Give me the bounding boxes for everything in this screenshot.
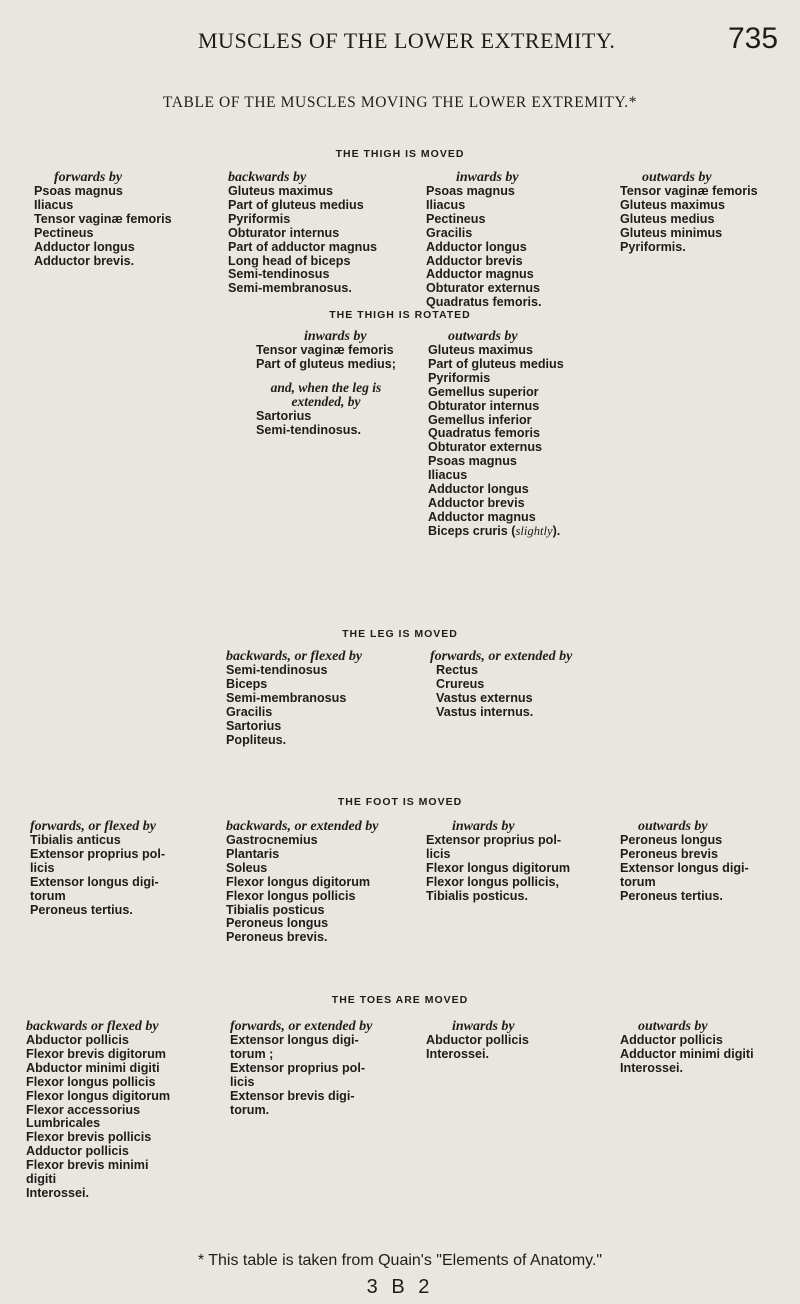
list-rotate-inwards-2 xyxy=(256,410,396,438)
muscle-entry: Peroneus tertius. xyxy=(30,902,133,917)
muscle-entry: Rectus xyxy=(436,663,478,677)
muscle-entry: Flexor longus digitorum xyxy=(426,860,571,875)
muscle-entry: Iliacus xyxy=(34,197,74,212)
muscle-entry: Quadratus femoris xyxy=(428,426,540,441)
muscle-entry: Soleus xyxy=(226,860,268,875)
muscle-entry: Adductor brevis xyxy=(428,495,525,510)
muscle-entry: Adductor longus xyxy=(428,482,529,497)
muscle-entry: Obturator internus xyxy=(228,225,340,240)
muscle-entry: Flexor brevis digitorum xyxy=(26,1046,166,1061)
muscle-entry: Pyriformis. xyxy=(620,239,686,254)
column-thigh-inwards xyxy=(426,171,541,310)
column-heading: forwards, or extended by xyxy=(230,1019,373,1034)
muscle-entry: licis xyxy=(426,846,451,861)
column-heading: outwards by xyxy=(638,1019,708,1034)
muscle-entry: licis xyxy=(230,1074,255,1089)
muscle-entry: Semi-tendinosus. xyxy=(256,422,361,437)
printer-signature: 3 B 2 xyxy=(366,1276,434,1298)
column-foot-backwards xyxy=(226,820,378,945)
muscle-entry: Flexor brevis pollicis xyxy=(26,1130,152,1145)
footnote: * This table is taken from Quain's "Elements of Anatomy." xyxy=(197,1252,603,1269)
section-heading-thigh-moved: THE THIGH IS MOVED xyxy=(335,148,465,160)
muscle-entry: Part of gluteus medius xyxy=(428,356,564,371)
muscle-entry: Tensor vaginæ femoris xyxy=(34,211,172,226)
muscle-entry: torum. xyxy=(230,1102,270,1117)
muscle-entry: Tibialis posticus xyxy=(226,902,325,917)
column-heading: backwards, or flexed by xyxy=(226,649,363,664)
muscle-entry: Tibialis anticus xyxy=(30,833,121,847)
muscle-entry: Psoas magnus xyxy=(428,454,517,469)
muscle-entry: torum ; xyxy=(230,1046,274,1061)
section-heading-toes-moved: THE TOES ARE MOVED xyxy=(331,994,469,1006)
muscle-entry: Gluteus medius xyxy=(620,211,715,226)
column-heading: inwards by xyxy=(452,1019,515,1034)
muscle-entry: Obturator internus xyxy=(428,398,540,413)
muscle-entry: Obturator externus xyxy=(426,281,541,296)
column-heading: backwards by xyxy=(228,170,307,185)
column-foot-forwards xyxy=(30,820,165,917)
muscle-entry: Abductor minimi digiti xyxy=(26,1060,160,1075)
muscle-entry: Peroneus tertius. xyxy=(620,888,723,903)
muscle-entry: Gluteus minimus xyxy=(620,225,723,240)
muscle-entry: Iliacus xyxy=(428,468,468,483)
muscle-entry: Abductor pollicis xyxy=(26,1033,129,1047)
column-heading: forwards, or flexed by xyxy=(30,819,156,834)
muscle-entry: Flexor longus digitorum xyxy=(26,1088,171,1103)
column-heading: inwards by xyxy=(304,329,367,344)
muscle-entry: Flexor longus pollicis, xyxy=(426,874,559,889)
list-rotate-inwards-1 xyxy=(256,344,396,372)
muscle-entry: Adductor longus xyxy=(34,239,135,254)
muscle-entry: Peroneus longus xyxy=(226,916,329,931)
muscle-entry: Peroneus brevis. xyxy=(226,930,328,945)
muscle-entry: Part of gluteus medius; xyxy=(256,356,396,371)
muscle-entry: Part of gluteus medius xyxy=(228,197,364,212)
muscle-entry: Tibialis posticus. xyxy=(426,888,528,903)
muscle-entry: Gracilis xyxy=(426,225,473,240)
muscle-entry: Gluteus maximus xyxy=(620,197,725,212)
muscle-entry: Peroneus brevis xyxy=(620,846,718,861)
muscle-entry: Part of adductor magnus xyxy=(228,239,378,254)
muscle-entry: Semi-membranosus. xyxy=(228,281,352,296)
page-number: 735 xyxy=(728,22,779,55)
muscle-entry: Long head of biceps xyxy=(228,253,351,268)
muscle-entry: Gluteus maximus xyxy=(228,184,333,198)
column-heading: forwards, or extended by xyxy=(430,649,573,664)
muscle-entry: Pyriformis xyxy=(428,370,491,385)
muscle-entry: Pectineus xyxy=(34,225,94,240)
column-leg-forwards xyxy=(430,649,573,720)
column-subheading-line-1: and, when the leg is xyxy=(270,379,382,395)
muscle-entry: Extensor proprius pol- xyxy=(230,1060,366,1075)
column-rotate-inwards xyxy=(256,330,396,438)
muscle-entry: Flexor longus pollicis xyxy=(226,888,356,903)
section-heading-foot-moved: THE FOOT IS MOVED xyxy=(337,796,463,808)
muscle-entry: Flexor accessorius xyxy=(26,1102,141,1117)
muscle-entry: Gastrocnemius xyxy=(226,833,318,847)
muscle-entry: Gemellus inferior xyxy=(428,412,532,427)
column-rotate-outwards xyxy=(428,330,564,539)
muscle-entry: Extensor longus digi- xyxy=(620,860,749,875)
muscle-entry: Adductor magnus xyxy=(426,267,534,282)
muscle-entry: Flexor longus digitorum xyxy=(226,874,371,889)
muscle-entry: Adductor magnus xyxy=(428,509,536,524)
muscle-entry: Semi-tendinosus xyxy=(226,663,328,677)
muscle-entry: Semi-membranosus xyxy=(226,690,347,705)
column-thigh-forwards xyxy=(34,171,172,268)
muscle-entry: Adductor brevis. xyxy=(34,253,135,268)
running-head xyxy=(0,22,800,68)
muscle-entry: Gemellus superior xyxy=(428,384,539,399)
muscle-entry: Extensor brevis digi- xyxy=(230,1088,355,1103)
muscle-entry: Adductor pollicis xyxy=(26,1144,129,1159)
muscle-entry: Pyriformis xyxy=(228,211,291,226)
muscle-entry: Flexor longus pollicis xyxy=(26,1074,156,1089)
column-foot-inwards xyxy=(426,820,570,904)
muscle-entry: Extensor proprius pol- xyxy=(426,833,562,847)
muscle-entry: Adductor pollicis xyxy=(620,1033,723,1047)
column-toes-inwards xyxy=(426,1020,529,1062)
muscle-entry: Adductor longus xyxy=(426,239,527,254)
muscle-entry: Extensor longus digi- xyxy=(30,874,159,889)
muscle-entry: licis xyxy=(30,860,55,875)
muscle-entry: Gracilis xyxy=(226,704,273,719)
muscle-entry: Tensor vaginæ femoris xyxy=(620,184,758,198)
muscle-entry: Psoas magnus xyxy=(426,184,515,198)
muscle-entry: Vastus internus. xyxy=(436,704,534,719)
column-leg-backwards xyxy=(226,650,362,747)
muscle-entry: Sartorius xyxy=(226,718,282,733)
column-heading: backwards, or extended by xyxy=(226,819,379,834)
column-toes-outwards xyxy=(620,1020,754,1076)
muscle-entry: Crureus xyxy=(436,676,485,691)
muscle-entry: Gluteus maximus xyxy=(428,343,533,357)
muscle-entry: Extensor longus digi- xyxy=(230,1033,359,1047)
muscle-entry: Obturator externus xyxy=(428,440,543,455)
column-heading: forwards by xyxy=(54,170,123,185)
muscle-entry: Tensor vaginæ femoris xyxy=(256,343,394,357)
muscle-entry: Extensor proprius pol- xyxy=(30,846,166,861)
muscle-entry: Biceps cruris (slightly). xyxy=(428,523,561,538)
muscle-entry: Plantaris xyxy=(226,846,280,861)
muscle-entry: Pectineus xyxy=(426,211,486,226)
muscle-entry: Vastus externus xyxy=(436,690,533,705)
muscle-entry: Flexor brevis minimi xyxy=(26,1158,149,1173)
muscle-entry: Biceps xyxy=(226,676,268,691)
column-heading: inwards by xyxy=(452,819,515,834)
muscle-entry: Peroneus longus xyxy=(620,833,723,847)
muscle-entry: torum xyxy=(30,888,66,903)
column-foot-outwards xyxy=(620,820,749,904)
running-head-title: MUSCLES OF THE LOWER EXTREMITY. xyxy=(198,28,616,53)
column-toes-forwards xyxy=(230,1020,372,1117)
muscle-entry: Interossei. xyxy=(426,1046,489,1061)
muscle-entry: Iliacus xyxy=(426,197,466,212)
muscle-entry: torum xyxy=(620,874,656,889)
column-heading: outwards by xyxy=(638,819,708,834)
column-heading: inwards by xyxy=(456,170,519,185)
column-thigh-backwards xyxy=(228,171,377,296)
column-thigh-outwards xyxy=(620,171,758,255)
column-heading: outwards by xyxy=(448,329,518,344)
muscle-entry: Lumbricales xyxy=(26,1116,101,1131)
muscle-entry: Adductor brevis xyxy=(426,253,523,268)
table-title: TABLE OF THE MUSCLES MOVING THE LOWER EXTREMITY.* xyxy=(162,94,638,111)
muscle-entry: Popliteus. xyxy=(226,732,287,747)
muscle-entry: Quadratus femoris. xyxy=(426,295,542,310)
column-heading: backwards or flexed by xyxy=(26,1019,159,1034)
muscle-entry: Psoas magnus xyxy=(34,184,123,198)
section-heading-thigh-rotated: THE THIGH IS ROTATED xyxy=(329,309,471,321)
column-toes-backwards xyxy=(26,1020,170,1201)
section-heading-leg-moved: THE LEG IS MOVED xyxy=(342,628,458,640)
muscle-entry: digiti xyxy=(26,1172,57,1187)
muscle-entry: Abductor pollicis xyxy=(426,1033,529,1047)
column-heading: outwards by xyxy=(642,170,712,185)
muscle-entry: Interossei. xyxy=(26,1185,89,1200)
muscle-entry: Semi-tendinosus xyxy=(228,267,330,282)
muscle-entry: Adductor minimi digiti xyxy=(620,1046,754,1061)
column-subheading-line-2: extended, by xyxy=(291,394,361,410)
muscle-entry: Interossei. xyxy=(620,1060,683,1075)
muscle-entry: Sartorius xyxy=(256,408,312,423)
